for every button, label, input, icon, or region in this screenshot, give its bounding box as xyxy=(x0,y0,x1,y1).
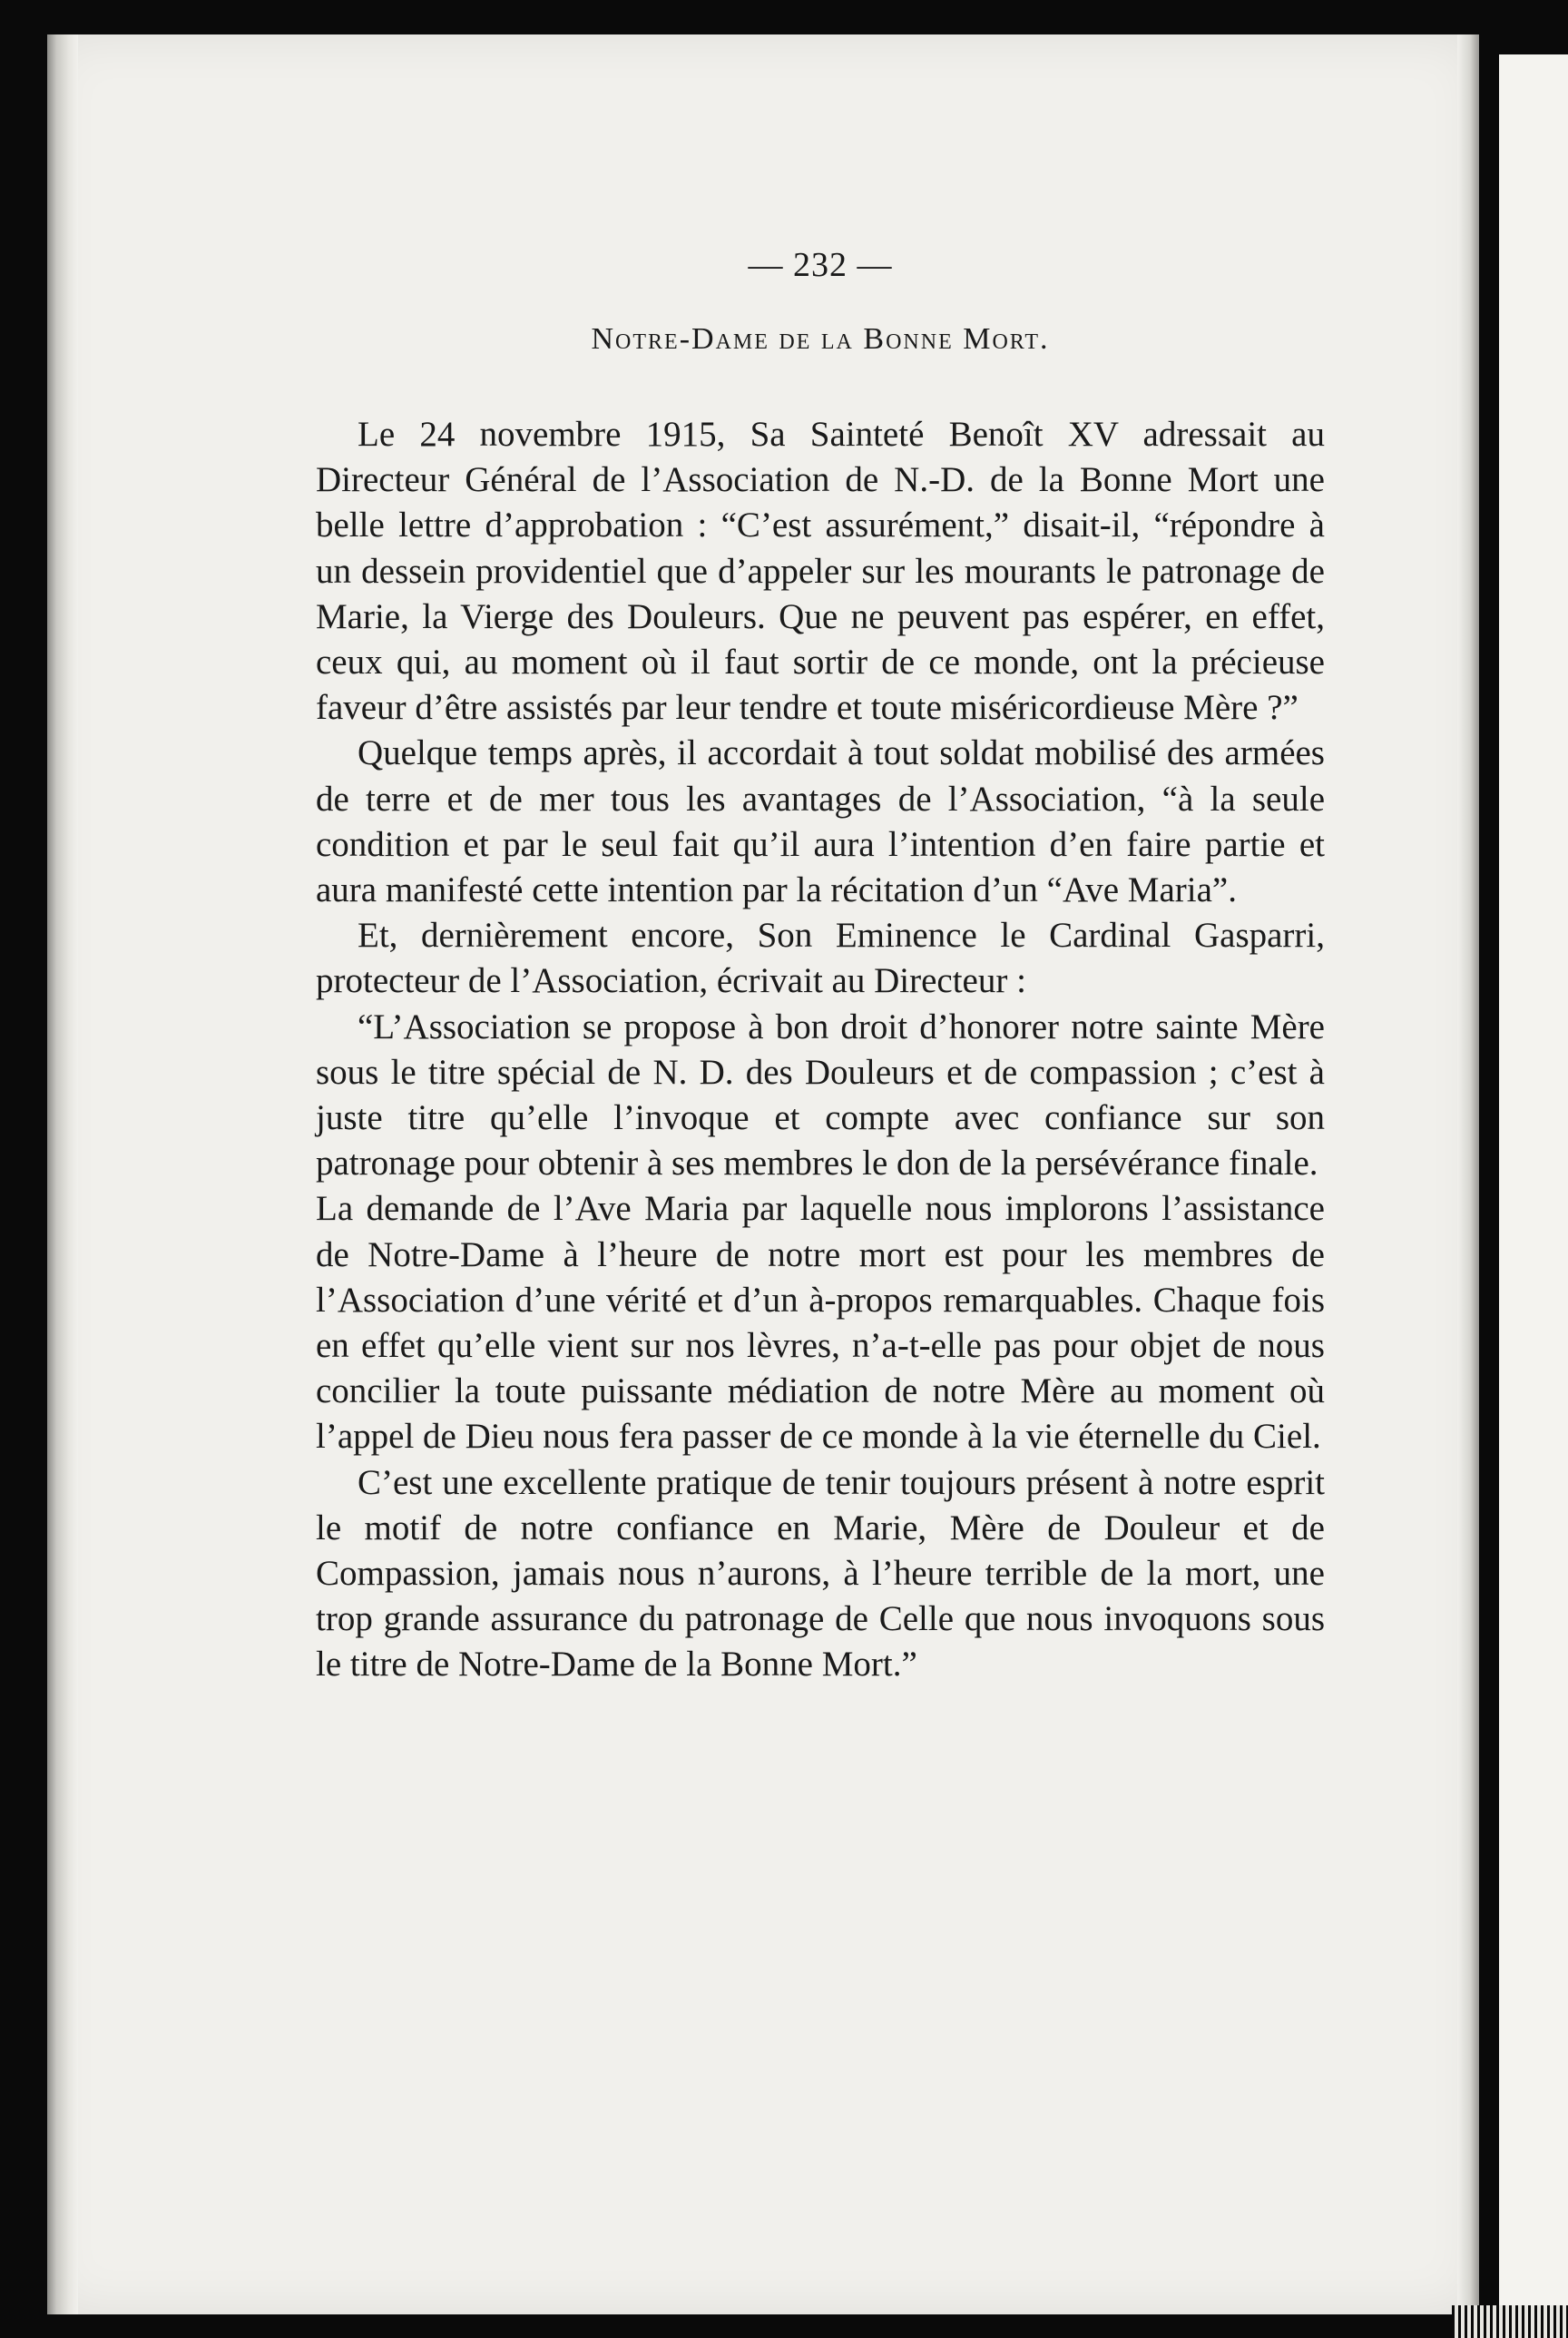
paragraph: “L’Association se propose à bon droit d’honorer notre sainte Mère sous le titre spécial de N. D. des Douleurs et de compassion ; c’est à juste titre qu’elle l’invoque et compte avec confiance sur son patronage pour obtenir à ses membres le don de la persévérance finale. xyxy=(316,1007,1325,1184)
page-stack-edge xyxy=(1452,2305,1568,2338)
page-number: — 232 — xyxy=(748,246,893,284)
paragraph: Le 24 novembre 1915, Sa Sainteté Benoît XV adressait au Directeur Général de l’Association de N.-D. de la Bonne Mort une belle lettre d’approbation : “C’est assurément,” disait-il, “répondre à un dessein providentiel que d’appeler sur les mourants le patronage de Marie, la Vierge des Douleurs. Que ne peuvent pas espérer, en effet, ceux qui, au moment où il faut sortir de ce monde, ont la précieuse faveur d’être assistés par leur tendre et toute miséricordieuse Mère ?” xyxy=(316,415,1325,728)
adjacent-page-edge xyxy=(1499,54,1568,2338)
page-edge xyxy=(1457,34,1479,2314)
paragraph: Quelque temps après, il accordait à tout soldat mobilisé des armées de terre et de mer tous les avantages de l’Association, “à la seule condition et par le seul fait qu’il aura l’intention d’en faire partie et aura manifesté cette intention par la récitation d’un “Ave Maria”. xyxy=(316,733,1325,910)
page-spine-shadow xyxy=(47,34,78,2314)
paragraph: C’est une excellente pratique de tenir toujours présent à notre esprit le motif de notre confiance en Marie, Mère de Douleur et de Compassion, jamais nous n’aurons, à l’heure terrible de la mort, une trop grande assurance du patronage de Celle que nous invoquons sous le titre de Notre-Dame de la Bonne Mort.” xyxy=(316,1462,1325,1685)
section-heading: Notre-Dame de la Bonne Mort. xyxy=(591,322,1050,356)
paragraph: La demande de l’Ave Maria par laquelle nous implorons l’assistance de Notre-Dame à l’heure de notre mort est pour les membres de l’Association d’une vérité et d’un à-propos remarquables. Chaque fois en effet qu’elle vient sur nos lèvres, n’a-t-elle pas pour objet de nous concilier la toute puissante médiation de notre Mère au moment où l’appel de Dieu nous fera passer de ce monde à la vie éternelle du Ciel. xyxy=(316,1189,1325,1457)
paragraph: Et, dernièrement encore, Son Eminence le Cardinal Gasparri, protecteur de l’Association, écrivait au Directeur : xyxy=(316,916,1325,1001)
page-content xyxy=(316,238,1325,1688)
